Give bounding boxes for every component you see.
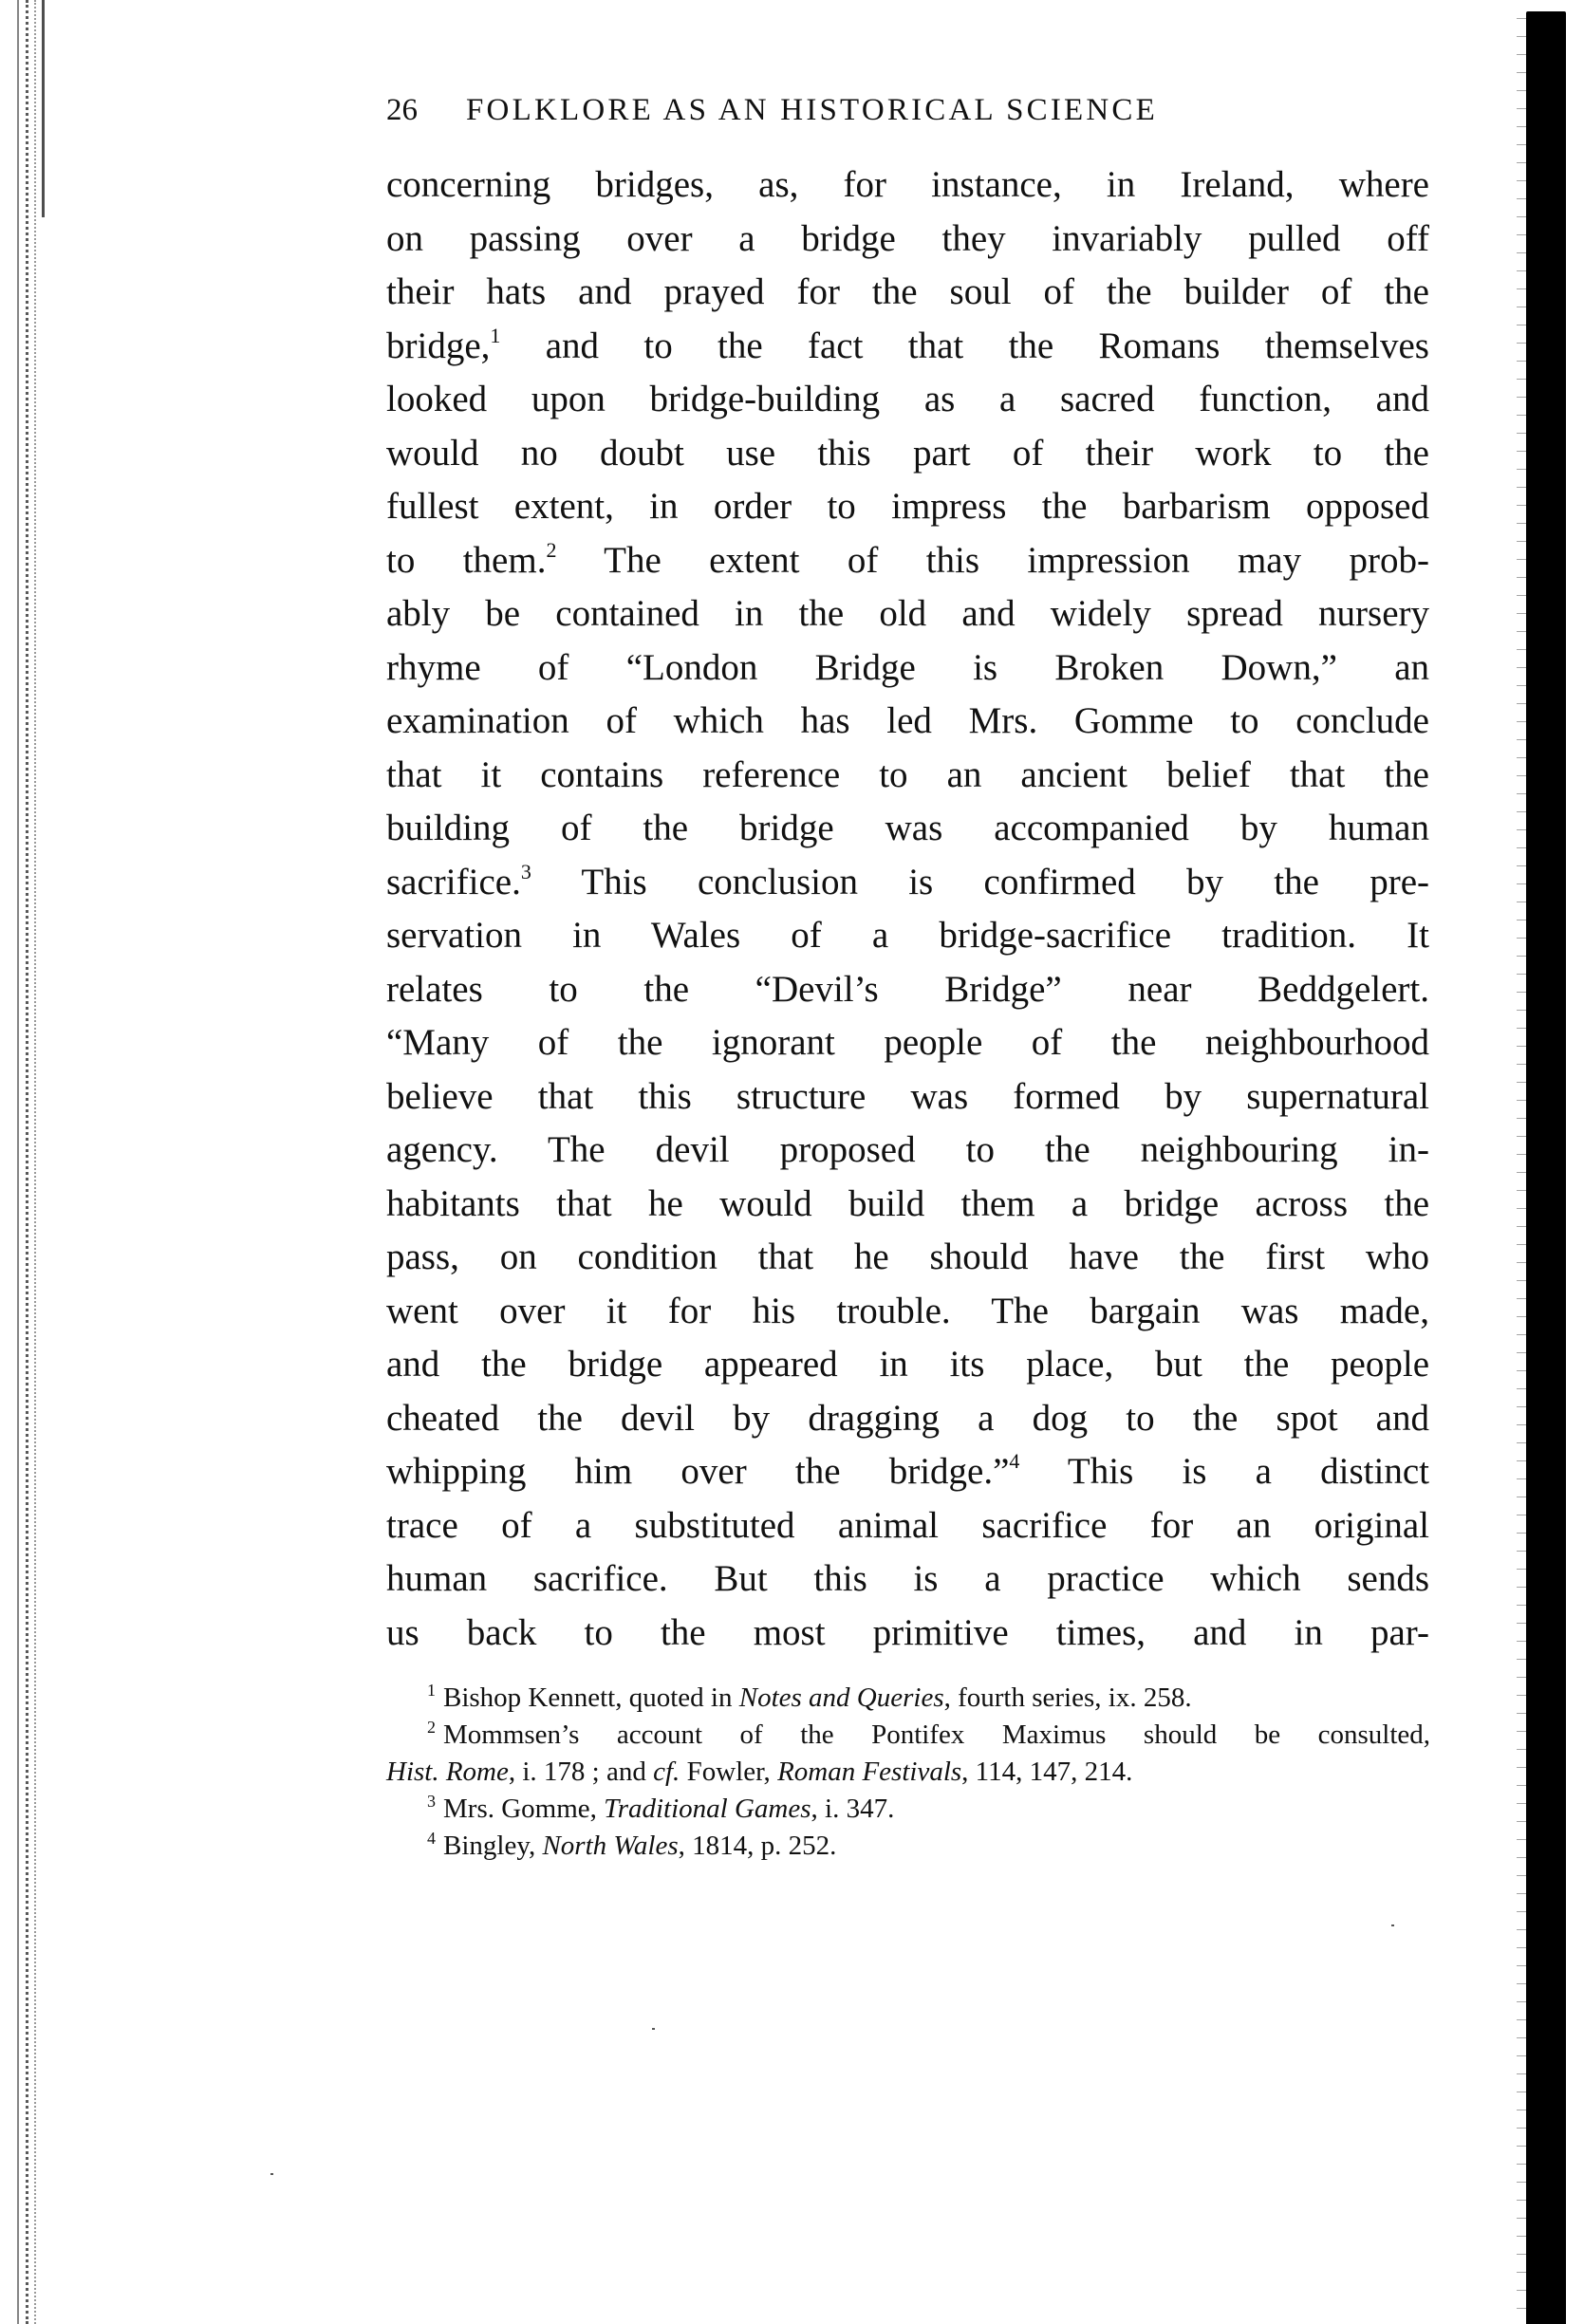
body-line: examination of which has led Mrs. Gomme to conclude (386, 700, 1429, 741)
footnote-3 (386, 1791, 1430, 1828)
body-line: whipping him over the bridge.”$^4$ This is a distinct (386, 1449, 1429, 1492)
footnote-text: Mommsen’s account of the Pontifex Maximus should be consulted, (443, 1720, 1430, 1750)
binding-line (17, 0, 19, 2324)
body-line: agency. The devil proposed to the neighbouring in- (386, 1129, 1429, 1170)
body-line: rhyme of “London Bridge is Broken Down,” an (386, 646, 1429, 688)
body-line: us back to the most primitive times, and in par- (386, 1611, 1429, 1653)
footnote-text: , i. 347. (811, 1794, 895, 1824)
footnote-2-continuation (386, 1754, 1430, 1791)
footnote-reference: 1 (490, 323, 501, 347)
binding-line (26, 0, 28, 2324)
body-line: “Many of the ignorant people of the neighbourhood (386, 1022, 1429, 1063)
body-text (386, 158, 1429, 1660)
body-line: sacrifice.$^3$ This conclusion is confirmed by the pre- (386, 859, 1429, 902)
footnote-text: Mrs. Gomme, (443, 1794, 605, 1824)
binding-line (42, 0, 45, 217)
footnote-1 (386, 1680, 1430, 1717)
scan-speck (1391, 1924, 1394, 1926)
body-line: habitants that he would build them a bridge across the (386, 1182, 1429, 1224)
body-line: on passing over a bridge they invariably pulled off (386, 217, 1429, 259)
body-line: building of the bridge was accompanied by human (386, 808, 1429, 848)
footnote-text: , fourth series, ix. 258. (943, 1683, 1192, 1713)
footnote-mark: 2 (427, 1718, 436, 1737)
body-line: concerning bridges, as, for instance, in Ireland, where (386, 164, 1429, 205)
footnote-text: , 114, 147, 214. (961, 1757, 1133, 1787)
running-title: FOLKLORE AS AN HISTORICAL SCIENCE (466, 93, 1158, 127)
body-line: cheated the devil by dragging a dog to the spot and (386, 1397, 1429, 1439)
body-line: looked upon bridge-building as a sacred function, and (386, 379, 1429, 419)
body-line: went over it for his trouble. The bargain was made, (386, 1290, 1429, 1331)
footnote-text: , 1814, p. 252. (678, 1831, 837, 1861)
body-line: human sacrifice. But this is a practice which sends (386, 1558, 1429, 1599)
footnote-mark: 1 (427, 1681, 436, 1700)
footnote-text: Bishop Kennett, quoted in (443, 1683, 739, 1713)
binding-line (34, 0, 36, 2324)
body-line: believe that this structure was formed by supernatural (386, 1075, 1429, 1117)
body-line: relates to the “Devil’s Bridge” near Beddgelert. (386, 968, 1429, 1010)
body-line: trace of a substituted animal sacrifice for an original (386, 1504, 1429, 1546)
footnote-reference: 2 (546, 537, 557, 562)
scan-speck (652, 2028, 655, 2030)
scan-speck (270, 2173, 273, 2175)
footnote-text: , i. 178 ; and (508, 1757, 654, 1787)
body-line: pass, on condition that he should have the first who (386, 1236, 1429, 1277)
body-line: and the bridge appeared in its place, but the people (386, 1344, 1429, 1385)
footnote-text: Fowler, (680, 1757, 778, 1787)
scan-binding-edge-left (0, 0, 57, 2324)
citation-title: North Wales (542, 1831, 679, 1861)
page-number: 26 (386, 93, 418, 127)
citation-title: Notes and Queries (738, 1683, 944, 1713)
footnote-2 (386, 1717, 1430, 1754)
body-line: servation in Wales of a bridge-sacrifice tradition. It (386, 915, 1429, 956)
footnotes (386, 1680, 1430, 1865)
citation-title: Traditional Games (604, 1794, 811, 1824)
footnote-mark: 3 (427, 1792, 436, 1811)
scan-edge-speckle (1517, 11, 1526, 2324)
body-line: ably be contained in the old and widely spread nursery (386, 593, 1429, 634)
footnote-text: Bingley, (443, 1831, 543, 1861)
body-line: their hats and prayed for the soul of the builder of the (386, 271, 1429, 312)
running-header (386, 91, 1347, 129)
citation-title: cf. (653, 1757, 680, 1787)
footnote-4 (386, 1828, 1430, 1865)
citation-title: Roman Festivals (777, 1757, 962, 1787)
citation-title: Hist. Rome (386, 1757, 509, 1787)
body-line: that it contains reference to an ancient belief that the (386, 753, 1429, 795)
footnote-reference: 3 (520, 859, 531, 883)
body-line: bridge,$^1$ and to the fact that the Romans themselves (386, 323, 1429, 366)
footnote-mark: 4 (427, 1829, 436, 1848)
body-line: to them.$^2$ The extent of this impression may prob- (386, 537, 1429, 581)
body-line: fullest extent, in order to impress the barbarism opposed (386, 486, 1429, 527)
body-line: would no doubt use this part of their work to the (386, 432, 1429, 474)
footnote-reference: 4 (1009, 1449, 1020, 1473)
scan-dark-edge-right (1526, 11, 1566, 2324)
